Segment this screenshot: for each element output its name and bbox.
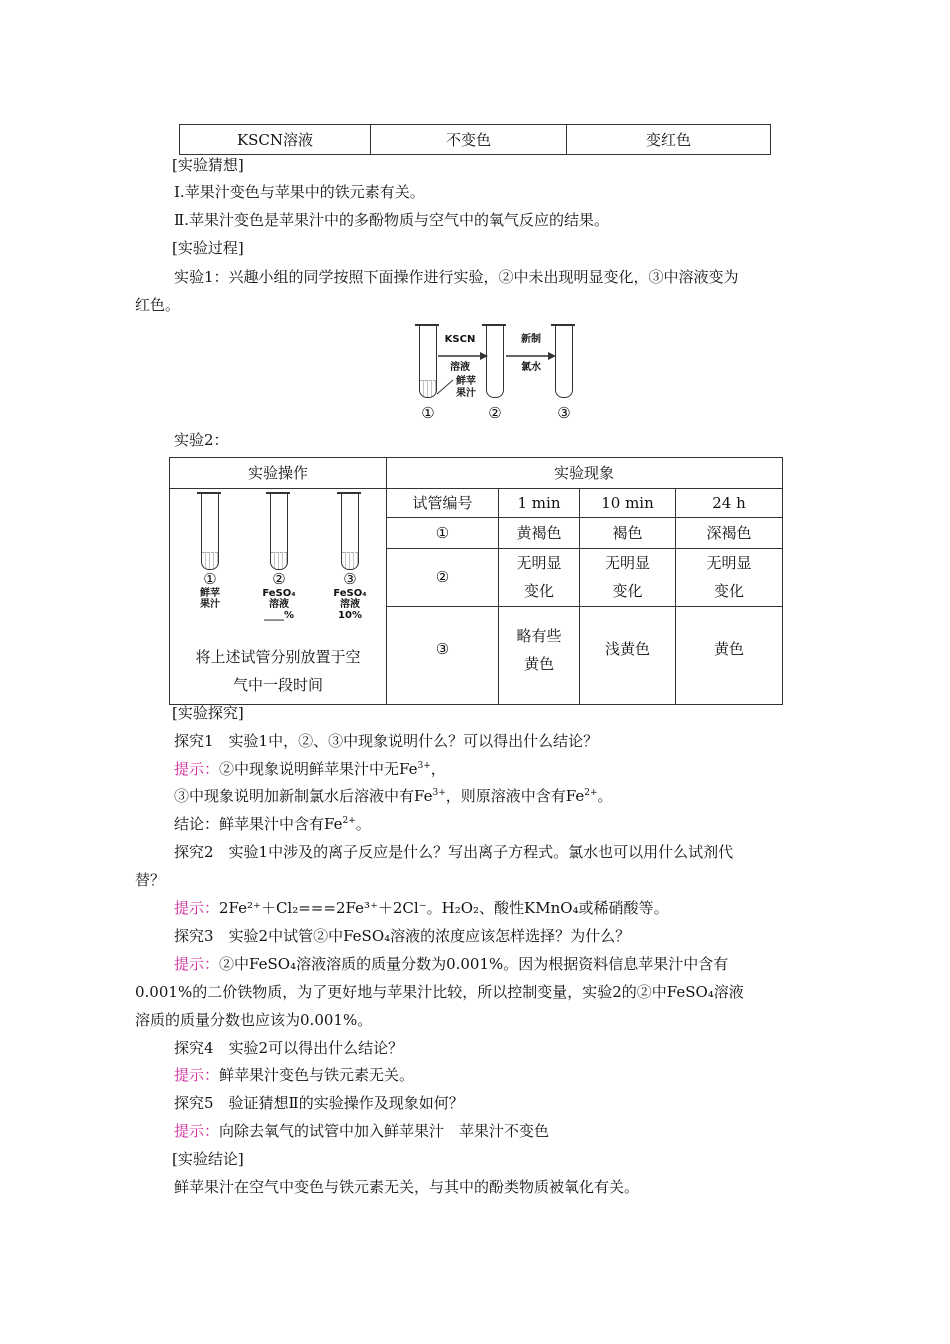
- answer-3-line-1: 提示：②中FeSO₄溶液溶质的质量分数为0.001%。因为根据资料信息苹果汁中含有: [174, 955, 729, 973]
- arrow-1-label: KSCN: [444, 334, 476, 345]
- arrow-1: [438, 350, 488, 362]
- tube-number-3: ③: [557, 404, 571, 422]
- exp2-phen-header: 实验现象: [553, 464, 614, 482]
- conclusion-text: 鲜苹果汁在空气中变色与铁元素无关，与其中的酚类物质被氧化有关。: [174, 1178, 640, 1196]
- answer-3-line-3: 溶质的质量分数也应该为0.001%。: [135, 1011, 373, 1029]
- section-header-conclusion: [实验结论]: [172, 1150, 244, 1168]
- top-table-cell: 不变色: [371, 125, 567, 155]
- sub-header-tube-id: 试管编号: [412, 494, 473, 512]
- sub-header-1min: 1 min: [517, 494, 561, 512]
- arrow-2: [506, 350, 556, 362]
- answer-5: 提示：向除去氧气的试管中加入鲜苹果汁 苹果汁不变色: [174, 1122, 550, 1140]
- section-header-explore: [实验探究]: [172, 704, 244, 722]
- guess-2: Ⅱ.苹果汁变色是苹果汁中的多酚物质与空气中的氧气反应的结果。: [174, 211, 609, 229]
- exp2-tubes: [170, 489, 386, 639]
- exp1-text: 实验1：兴趣小组的同学按照下面操作进行实验，②中未出现明显变化，③中溶液变为: [174, 268, 739, 286]
- sub-header-24h: 24 h: [712, 494, 746, 512]
- section-header-guess: [实验猜想]: [172, 156, 244, 174]
- row1-1min: 黄褐色: [516, 524, 562, 542]
- exp2-tube-label-3: FeSO₄ 溶液 10%: [333, 588, 367, 621]
- arrow-1-label-2: 溶液: [450, 362, 470, 373]
- exp2-tube-number-1: ①: [203, 570, 217, 588]
- arrow-2-label-2: 氯水: [521, 362, 541, 373]
- row3-10min: 浅黄色: [604, 640, 650, 658]
- question-1: 探究1 实验1中，②、③中现象说明什么？可以得出什么结论？: [174, 732, 599, 750]
- question-2: 探究2 实验1中涉及的离子反应是什么？写出离子方程式。氯水也可以用什么试剂代: [174, 843, 734, 861]
- row1-id: ①: [435, 524, 450, 542]
- row1-10min: 褐色: [612, 524, 643, 542]
- row2-24h: 无明显 变化: [706, 554, 752, 600]
- exp2-label: 实验2：: [174, 431, 229, 449]
- tube-number-2: ②: [488, 404, 502, 422]
- exp2-tube-number-3: ③: [343, 570, 357, 588]
- question-3: 探究3 实验2中试管②中FeSO₄溶液的浓度应该怎样选择？为什么？: [174, 927, 631, 945]
- exp2-tube-label-1: 鲜苹 果汁: [200, 588, 220, 610]
- sub-header-10min: 10 min: [601, 494, 654, 512]
- arrow-2-label: 新制: [521, 334, 541, 345]
- exp2-tube-1: [201, 493, 219, 570]
- answer-1-line-2: ③中现象说明加新制氯水后溶液中有$Fe^{3+}$，则原溶液中含有$Fe^{2+}$。: [174, 787, 613, 805]
- exp2-tube-label-2: FeSO₄ 溶液 ____%: [262, 588, 296, 621]
- test-tube-2: [486, 325, 504, 398]
- question-5: 探究5 验证猜想Ⅱ的实验操作及现象如何？: [174, 1094, 464, 1112]
- figure-exp1: [405, 320, 590, 425]
- row3-id: ③: [435, 640, 450, 658]
- exp1-text-cont: 红色。: [135, 296, 181, 314]
- row2-1min: 无明显 变化: [516, 554, 562, 600]
- row1-24h: 深褐色: [706, 524, 752, 542]
- exp2-op-header: 实验操作: [247, 464, 308, 482]
- answer-1-line-1: 提示：②中现象说明鲜苹果汁中无$Fe^{3+}$，: [174, 760, 446, 778]
- exp2-tube-number-2: ②: [272, 570, 286, 588]
- test-tube-3: [555, 325, 573, 398]
- exp2-tube-3: [341, 493, 359, 570]
- answer-1-conclusion: 结论：鲜苹果汁中含有$Fe^{2+}$。: [174, 815, 371, 833]
- question-4: 探究4 实验2可以得出什么结论？: [174, 1039, 404, 1057]
- row3-1min: 略有些 黄色: [516, 627, 562, 673]
- juice-label-2: 果汁: [456, 388, 476, 399]
- row2-10min: 无明显 变化: [604, 554, 650, 600]
- top-table-cell: 变红色: [567, 125, 771, 155]
- tube-number-1: ①: [421, 404, 435, 422]
- row3-24h: 黄色: [713, 640, 744, 658]
- guess-1: Ⅰ.苹果汁变色与苹果中的铁元素有关。: [174, 183, 425, 201]
- exp2-table: [169, 457, 783, 705]
- answer-3-line-2: 0.001%的二价铁物质，为了更好地与苹果汁比较，所以控制变量，实验2的②中FeSO₄溶液: [135, 983, 744, 1001]
- exp2-op-text: 将上述试管分别放置于空 气中一段时间: [195, 648, 361, 694]
- row2-id: ②: [435, 568, 450, 586]
- question-2-cont: 替？: [135, 871, 166, 889]
- juice-label: 鲜苹: [456, 376, 476, 387]
- answer-4: 提示：鲜苹果汁变色与铁元素无关。: [174, 1066, 415, 1084]
- top-table-cell: KSCN溶液: [180, 125, 371, 155]
- section-header-process: [实验过程]: [172, 239, 244, 257]
- answer-2: 提示：2Fe²⁺＋Cl₂===2Fe³⁺＋2Cl⁻。H₂O₂、酸性KMnO₄或稀硝酸等。: [174, 899, 669, 917]
- top-table: [179, 124, 771, 155]
- exp2-tube-2: [270, 493, 288, 570]
